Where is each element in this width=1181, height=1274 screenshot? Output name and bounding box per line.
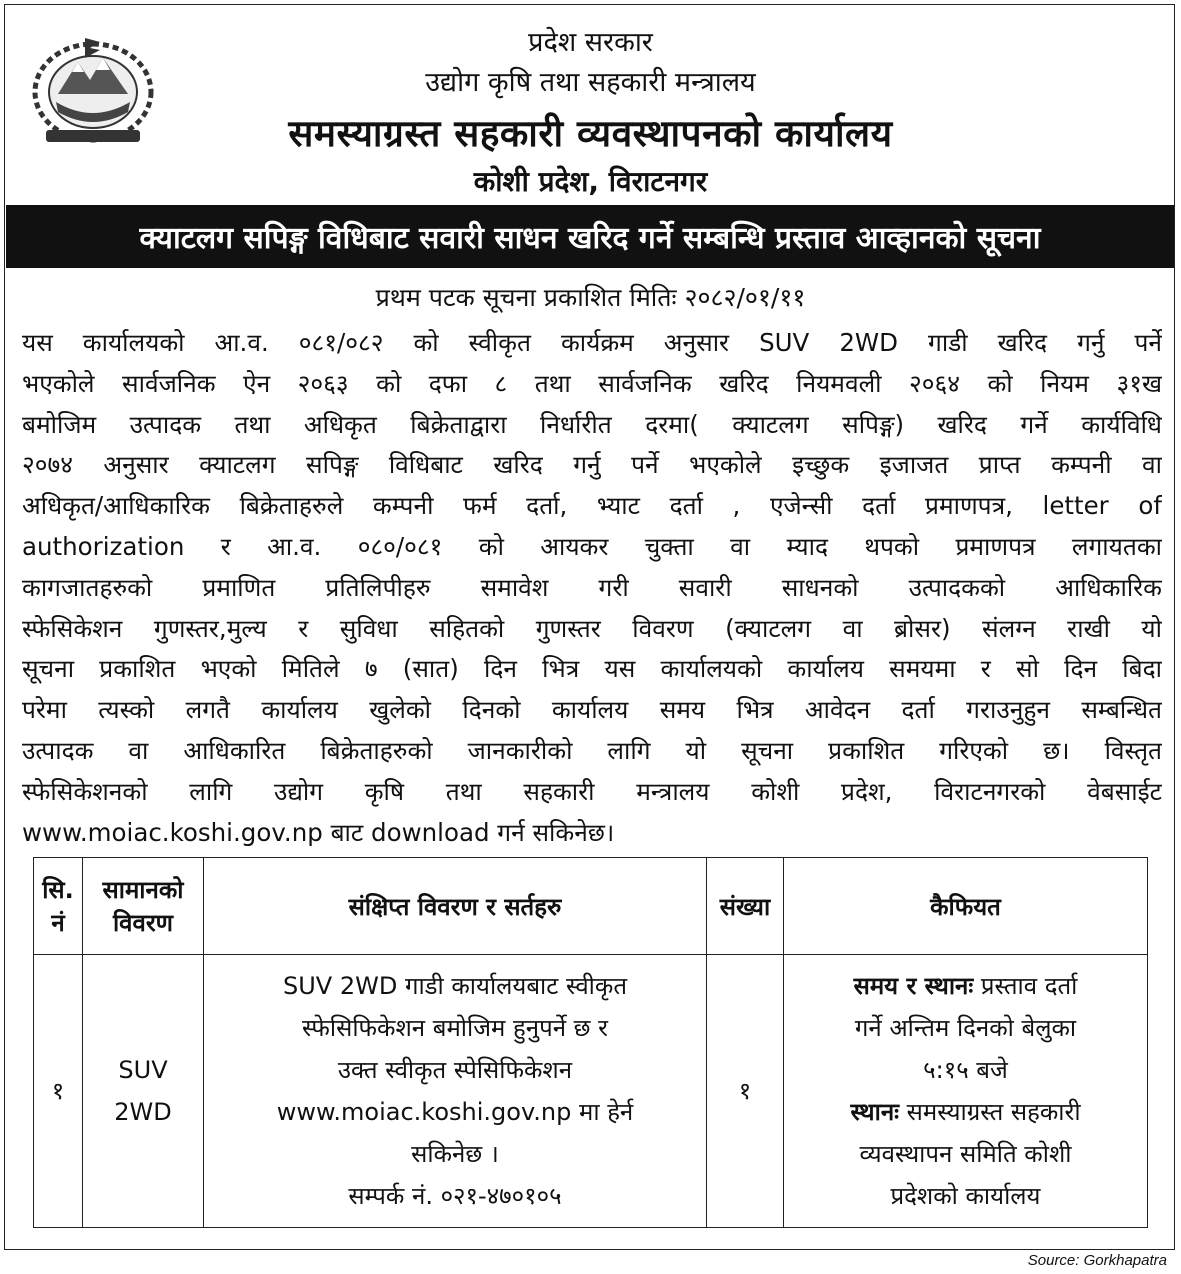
body-line: www.moiac.koshi.gov.np बाट download गर्न सकिनेछ।	[22, 817, 615, 847]
body-line: authorization र आ.व. ०८०/०८१ को आयकर चुक्ता वा म्याद थपको प्रमाणपत्र लगायतका	[22, 531, 1162, 561]
source-credit: Source: Gorkhapatra	[1027, 1252, 1167, 1269]
header-sn: सि. नं	[34, 858, 83, 955]
notice-title: क्याटलग सपिङ्ग विधिबाट सवारी साधन खरिद गर्ने सम्बन्धि प्रस्ताव आव्हानको सूचना	[139, 221, 1041, 256]
header-description: संक्षिप्त विवरण र सर्तहरु	[204, 858, 707, 955]
spec-table	[33, 857, 1148, 1228]
body-line: अधिकृत/आधिकारिक बिक्रेताहरुले कम्पनी फर्म दर्ता, भ्याट दर्ता , एजेन्सी दर्ता प्रमाणपत्र, letter of	[22, 491, 1162, 521]
header-office-name: समस्याग्रस्त सहकारी व्यवस्थापनको कार्यालय	[288, 112, 893, 155]
body-line: स्फेसिकेशनको लागि उद्योग कृषि तथा सहकारी मन्त्रालय कोशी प्रदेश, विराटनगरको वेबसाईट	[22, 776, 1162, 806]
body-line: सूचना प्रकाशित भएको मितिले ७ (सात) दिन भित्र यस कार्यालयको कार्यालय समयमा र सो दिन बिदा	[22, 654, 1162, 684]
cell-remarks: समय र स्थानः प्रस्ताव दर्ता गर्ने अन्तिम दिनको बेलुका ५:१५ बजे स्थानः समस्याग्रस्त सहकारी व्यवस्थापन समिति कोशी प्रदेशको कार्यालय	[784, 955, 1148, 1228]
cell-description: SUV 2WD गाडी कार्यालयबाट स्वीकृत स्फेसिफिकेशन बमोजिम हुनुपर्ने छ र उक्त स्वीकृत स्पेसिफिकेशन www.moiac.koshi.gov.np मा हेर्न सकिनेछ । सम्पर्क नं. ०२१-४७०१०५	[204, 955, 707, 1228]
body-line: उत्पादक वा आधिकारित बिक्रेताहरुको जानकारीको लागि यो सूचना प्रकाशित गरिएको छ। विस्तृत	[22, 735, 1162, 765]
notice-title-banner	[6, 205, 1174, 268]
table-row	[34, 955, 1148, 1228]
body-line: परेमा त्यस्को लगतै कार्यालय खुलेको दिनको कार्यालय समय भित्र आवेदन दर्ता गराउनुहुन सम्बन्धित	[22, 695, 1162, 725]
header-location: कोशी प्रदेश, विराटनगर	[473, 165, 708, 198]
notice-body	[22, 323, 1162, 853]
table-header-row	[34, 858, 1148, 955]
header-item: सामानको विवरण	[83, 858, 204, 955]
header-ministry: उद्योग कृषि तथा सहकारी मन्त्रालय	[425, 67, 756, 98]
cell-quantity: १	[707, 955, 784, 1228]
cell-sn: १	[34, 955, 83, 1228]
header-quantity: संख्या	[707, 858, 784, 955]
header-remarks: कैफियत	[784, 858, 1148, 955]
body-line: २०७४ अनुसार क्याटलग सपिङ्ग विधिबाट खरिद गर्नु पर्ने भएकोले इच्छुक इजाजत प्राप्त कम्पनी वा	[22, 450, 1162, 480]
body-line: स्फेसिकेशन गुणस्तर,मुल्य र सुविधा सहितको गुणस्तर विवरण (क्याटलग वा ब्रोसर) संलग्न राखी यो	[22, 613, 1162, 643]
body-line: भएकोले सार्वजनिक ऐन २०६३ को दफा ८ तथा सार्वजनिक खरिद नियमवली २०६४ को नियम ३१ख	[22, 368, 1162, 398]
body-line: कागजातहरुको प्रमाणित प्रतिलिपीहरु समावेश गरी सवारी साधनको उत्पादकको आधिकारिक	[22, 572, 1162, 602]
body-line: बमोजिम उत्पादक तथा अधिकृत बिक्रेताद्वारा निर्धारीत दरमा( क्याटलग सपिङ्ग) खरिद गर्ने कार्यविधि	[22, 409, 1162, 439]
header-province-govt: प्रदेश सरकार	[528, 27, 653, 58]
publish-date: प्रथम पटक सूचना प्रकाशित मितिः २०८२/०१/११	[375, 283, 806, 312]
body-line: यस कार्यालयको आ.व. ०८१/०८२ को स्वीकृत कार्यक्रम अनुसार SUV 2WD गाडी खरिद गर्नु पर्ने	[22, 328, 1162, 357]
cell-item: SUV 2WD	[83, 955, 204, 1228]
